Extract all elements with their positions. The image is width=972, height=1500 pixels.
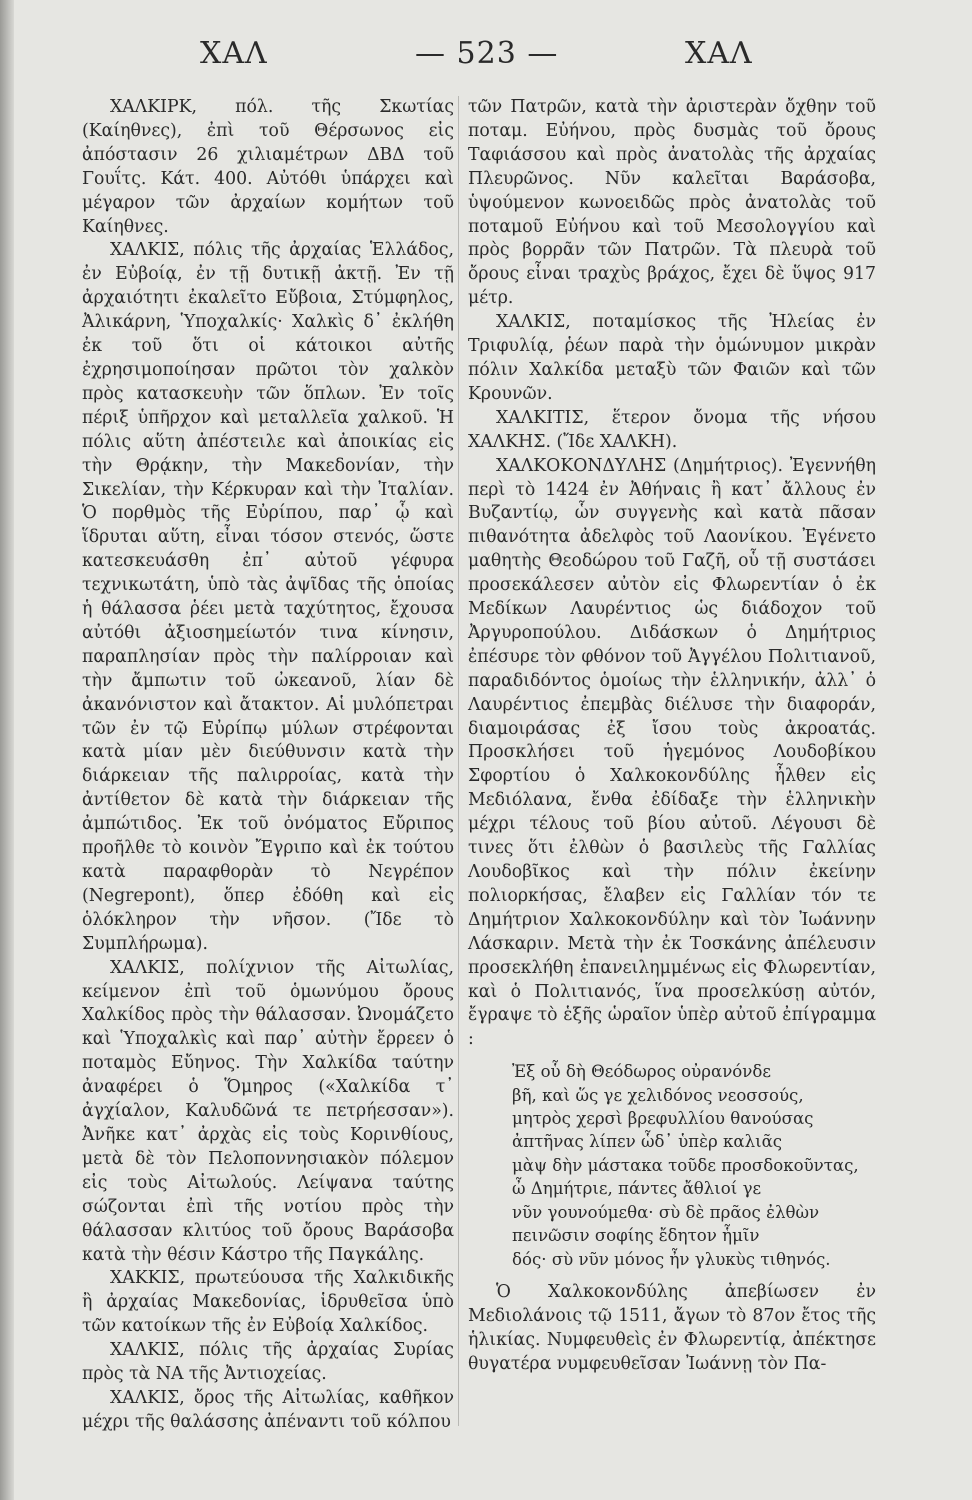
poem-line: βῆ, καὶ ὥς γε χελιδόνος νεοσσούς,: [512, 1085, 804, 1105]
page-number: — 523 —: [415, 36, 559, 71]
poem-line: μητρὸς χερσὶ βρεφυλλίου θανούσας: [512, 1109, 814, 1129]
entry-chalkokondyles-continued: Ὁ Χαλκοκονδύλης ἀπεβίωσεν ἐν Μεδιολάνοις τῷ 1511, ἄγων τὸ 87ον ἔτος τῆς ἡλικίας. Νυμφευθεὶς ἐν Φλωρεντίᾳ, ἀπέκτησε θυγατέρα νυμφευθεῖσαν Ἰωάννῃ τὸν Πα-: [468, 1281, 876, 1374]
poem-line: Ἐξ οὗ δὴ Θεόδωρος οὐρανόνδε: [512, 1062, 771, 1082]
header-right-guideword: ΧΑΛ: [685, 36, 753, 71]
entry-chalkirk: ΧΑΛΚΙΡΚ, πόλ. τῆς Σκωτίας (Καίηθνες), ἐπὶ τοῦ Θέρσωνος εἰς ἀπόστασιν 26 χιλιαμέτρων ΔΒΔ τοῦ Γουΐτς. Κάτ. 400. Αὐτόθι ὑπάρχει καὶ μέγαρον τῶν ἀρχαίων κομήτων τοῦ Καίηθνες.: [82, 97, 454, 237]
entry-chalkis-mountain: ΧΑΛΚΙΣ, ὄρος τῆς Αἰτωλίας, καθῆκον μέχρι τῆς θαλάσσης ἀπέναντι τοῦ κόλπου: [82, 1387, 454, 1432]
book-spine-shadow: [0, 0, 14, 1500]
header-left-guideword: ΧΑΛ: [200, 36, 268, 71]
entry-chalkis-river: ΧΑΛΚΙΣ, ποταμίσκος τῆς Ἠλείας ἐν Τριφυλίᾳ, ῥέων παρὰ τὴν ὁμώνυμον μικρὰν πόλιν Χαλκίδα μεταξὺ τῶν Φαιῶν καὶ τῶν Κρουνῶν.: [468, 312, 876, 404]
entry-chakkis-macedonia: ΧΑΚΚΙΣ, πρωτεύουσα τῆς Χαλκιδικῆς ἢ ἀρχαίας Μακεδονίας, ἱδρυθεῖσα ὑπὸ τῶν κατοίκων τῆς ἐν Εὐβοίᾳ Χαλκίδος.: [82, 1268, 454, 1337]
column-divider: [458, 96, 459, 1426]
right-column: [468, 96, 876, 1377]
poem-line: ἀπτῆνας λίπεν ὧδ᾽ ὑπὲρ καλιᾶς: [512, 1132, 783, 1152]
poem-line: ὦ Δημήτριε, πάντες ἄθλιοί γε: [512, 1179, 762, 1199]
poem-line: πεινῶσιν σοφίης ἔδητον ἧμῖν: [512, 1226, 760, 1246]
poem-line: δός· σὺ νῦν μόνος ἦν γλυκὺς τιθηνός.: [512, 1249, 831, 1269]
poem-line: νῦν γουνούμεθα· σὺ δὲ πρᾶος ἐλθὼν: [512, 1202, 820, 1222]
running-header: [70, 36, 930, 86]
entry-chalkis-euboea: ΧΑΛΚΙΣ, πόλις τῆς ἀρχαίας Ἑλλάδος, ἐν Εὐβοίᾳ, ἐν τῇ δυτικῇ ἀκτῇ. Ἐν τῇ ἀρχαιότητι ἐκαλεῖτο Εὔβοια, Στύμφηλος, Ἀλικάρνη, Ὑποχαλκίς· Χαλκὶς δ᾽ ἐκλήθη ἐκ τοῦ ὅτι οἱ κάτοικοι αὐτῆς ἐχρησιμοποίησαν πρῶτοι τὸν χαλκὸν πρὸς κατασκευὴν τῶν ὅπλων. Ἐν τοῖς πέριξ ὑπῆρχον καὶ μεταλλεῖα χαλκοῦ. Ἡ πόλις αὕτη ἀπέστειλε καὶ ἀποικίας εἰς τὴν Θρᾴκην, τὴν Μακεδονίαν, τὴν Σικελίαν, τὴν Κέρκυραν καὶ τὴν Ἰταλίαν. Ὁ πορθμὸς τῆς Εὐρίπου, παρ᾽ ᾧ καὶ ἵδρυται αὕτη, εἶναι τόσον στενός, ὥστε κατεσκευάσθη ἐπ᾽ αὐτοῦ γέφυρα τεχνικωτάτη, ὑπὸ τὰς ἀψῖδας τῆς ὁποίας ἡ θάλασσα ῥέει μετὰ ταχύτητος, ἔχουσα αὐτόθι ἀξιοσημείωτόν τινα κίνησιν, παραπλησίαν πρὸς τὴν παλίρροιαν καὶ τὴν ἄμπωτιν τοῦ ὠκεανοῦ, λίαν δὲ ἀκανόνιστον καὶ ἄτακτον. Αἱ μυλόπετραι τῶν ἐν τῷ Εὐρίπῳ μύλων στρέφονται κατὰ μίαν μὲν διεύθυνσιν κατὰ τὴν διάρκειαν τῆς παλιρροίας, κατὰ τὴν ἀντίθετον δὲ κατὰ τὴν διάρκειαν τῆς ἀμπώτιδος. Ἐκ τοῦ ὀνόματος Εὔριπος προῆλθε τὸ κοινὸν Ἔγριπο καὶ ἐκ τούτου κατὰ παραφθορὰν τὸ Νεγρέπον (Negrepont), ὅπερ ἐδόθη καὶ εἰς ὁλόκληρον τὴν νῆσον. (Ἴδε τὸ Συμπλήρωμα).: [82, 240, 454, 954]
entry-chalkitis: ΧΑΛΚΙΤΙΣ, ἕτερον ὄνομα τῆς νήσου ΧΑΛΚΗΣ. (Ἴδε ΧΑΛΚΗ).: [468, 407, 876, 452]
left-column: [82, 96, 454, 1435]
entry-chalkis-aetolia-town: ΧΑΛΚΙΣ, πολίχνιον τῆς Αἰτωλίας, κείμενον ἐπὶ τοῦ ὁμωνύμου ὄρους Χαλκίδος πρὸς τὴν θάλασσαν. Ὠνομάζετο καὶ Ὑποχαλκὶς καὶ παρ᾽ αὐτὴν ἔρρεεν ὁ ποταμὸς Εὔηνος. Τὴν Χαλκίδα ταύτην ἀναφέρει ὁ Ὅμηρος («Χαλκίδα τ᾽ ἀγχίαλον, Καλυδῶνά τε πετρήεσσαν»). Ἀνῆκε κατ᾽ ἀρχὰς εἰς τοὺς Κορινθίους, μετὰ δὲ τὸν Πελοποννησιακὸν πόλεμον εἰς τοὺς Αἰτωλούς. Λείψανα ταύτης σώζονται ἐπὶ τῆς νοτίου πρὸς τὴν θάλασσαν κλιτύος τοῦ ὄρους Βαράσοβα κατὰ τὴν θέσιν Κάστρο τῆς Παγκάλης.: [82, 957, 454, 1265]
poem-line: μὰψ δὴν μάστακα τοῦδε προσδοκοῦντας,: [512, 1155, 859, 1175]
entry-chalkis-mountain-continued: τῶν Πατρῶν, κατὰ τὴν ἀριστερὰν ὄχθην τοῦ ποταμ. Εὐήνου, πρὸς δυσμὰς τοῦ ὄρους Ταφιάσσου καὶ πρὸς ἀνατολὰς τῆς ἀρχαίας Πλευρῶνος. Νῦν καλεῖται Βαράσοβα, ὑψούμενον κωνοειδῶς πρὸς ἀνατολὰς τοῦ ποταμοῦ Εὐήνου καὶ τοῦ Μεσολογγίου καὶ πρὸς βορρᾶν τῶν Πατρῶν. Τὰ πλευρὰ τοῦ ὄρους εἶναι τραχὺς βράχος, ἔχει δὲ ὕψος 917 μέτρ.: [468, 97, 876, 309]
entry-chalkokondyles: ΧΑΛΚΟΚΟΝΔΥΛΗΣ (Δημήτριος). Ἐγεννήθη περὶ τὸ 1424 ἐν Ἀθήναις ἢ κατ᾽ ἄλλους ἐν Βυζαντίῳ, ὧν συγγενὴς καὶ κατὰ πᾶσαν πιθανότητα ἀδελφὸς τοῦ Λαονίκου. Ἐγένετο μαθητὴς Θεοδώρου τοῦ Γαζῆ, οὗ τῇ συστάσει προσεκάλεσεν αὐτὸν εἰς Φλωρεντίαν ὁ ἐκ Μεδίκων Λαυρέντιος ὡς διάδοχον τοῦ Ἀργυροπούλου. Διδάσκων ὁ Δημήτριος ἐπέσυρε τὸν φθόνον τοῦ Ἀγγέλου Πολιτιανοῦ, παραδιδόντος ὁμοίως τὴν ἑλληνικήν, ἀλλ᾽ ὁ Λαυρέντιος ἐπεμβὰς διέλυσε τὴν διαφοράν, διαμοιράσας ἐξ ἴσου τοὺς ἀκροατάς. Προσκλήσει τοῦ ἡγεμόνος Λουδοβίκου Σφορτίου ὁ Χαλκοκονδύλης ἦλθεν εἰς Μεδιόλανα, ἔνθα ἐδίδαξε τὴν ἑλληνικὴν μέχρι τέλους τοῦ βίου αὐτοῦ. Λέγουσι δὲ τινες ὅτι ἐλθὼν ὁ βασιλεὺς τῆς Γαλλίας Λουδοβῖκος καὶ τὴν πόλιν ἐκείνην πολιορκήσας, ἔλαβεν εἰς Γαλλίαν τόν τε Δημήτριον Χαλκοκονδύλην καὶ τὸν Ἰωάννην Λάσκαριν. Μετὰ τὴν ἐκ Τοσκάνης ἀπέλευσιν προσεκλήθη ἐπανειλημμένως εἰς Φλωρεντίαν, καὶ ὁ Πολιτιανός, ἵνα προσελκύσῃ αὐτόν, ἔγραψε τὸ ἑξῆς ὡραῖον ὑπὲρ αὐτοῦ ἐπίγραμμα :: [468, 455, 876, 1050]
epigram-poem: [512, 1060, 876, 1271]
entry-chalkis-syria: ΧΑΛΚΙΣ, πόλις τῆς ἀρχαίας Συρίας πρὸς τὰ ΝΑ τῆς Ἀντιοχείας.: [82, 1340, 454, 1385]
